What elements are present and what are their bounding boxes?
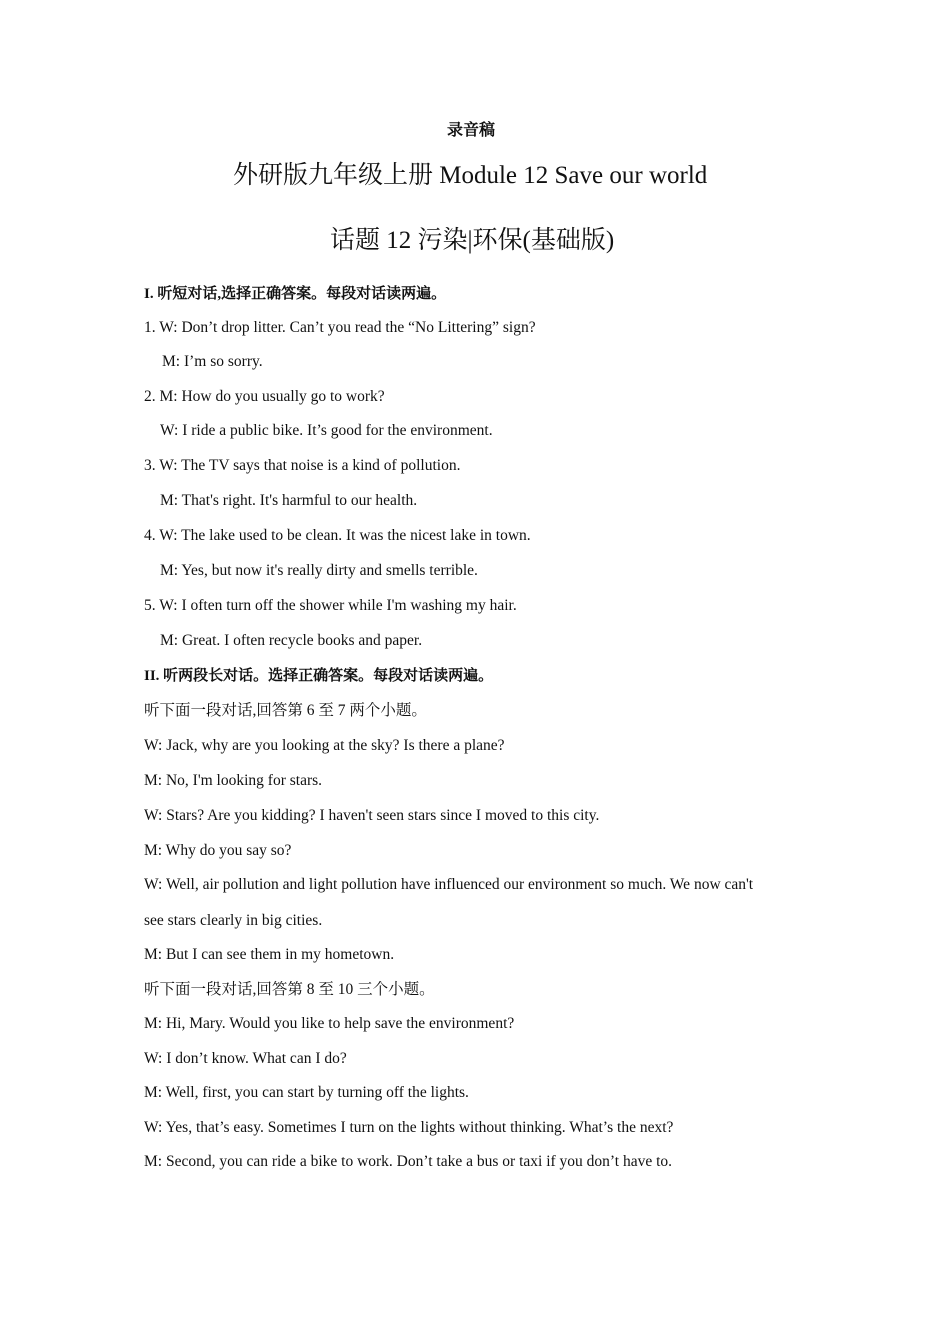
dialogue-line: M: But I can see them in my hometown. [144, 946, 395, 963]
dialogue-line: M: Well, first, you can start by turning off the lights. [144, 1084, 469, 1101]
heading: 录音稿 [447, 120, 496, 139]
dialogue-line: 3. W: The TV says that noise is a kind of pollution. [144, 457, 461, 474]
dialogue-line: 2. M: How do you usually go to work? [144, 388, 385, 405]
dialogue-line: W: Stars? Are you kidding? I haven't seen stars since I moved to this city. [144, 807, 600, 824]
dialogue-line: W: Well, air pollution and light pollution have influenced our environment so much. We now can't [144, 876, 754, 893]
dialogue-line: M: I’m so sorry. [162, 353, 263, 370]
dialogue-line: W: Jack, why are you looking at the sky? Is there a plane? [144, 737, 505, 754]
dialogue-line: 1. W: Don’t drop litter. Can’t you read the “No Littering” sign? [144, 319, 536, 336]
dialogue-line: M: That's right. It's harmful to our health. [160, 492, 418, 509]
dialogue-line: 5. W: I often turn off the shower while I'm washing my hair. [144, 597, 517, 614]
dialogue-line: W: I ride a public bike. It’s good for the environment. [160, 422, 493, 439]
dialogue-line: see stars clearly in big cities. [144, 912, 323, 929]
dialogue-line: M: Great. I often recycle books and paper. [160, 632, 423, 649]
dialogue1-intro: 听下面一段对话,回答第 6 至 7 两个小题。 [144, 702, 427, 719]
dialogue-line: M: No, I'm looking for stars. [144, 772, 323, 789]
dialogue-line: M: Hi, Mary. Would you like to help save the environment? [144, 1015, 515, 1032]
dialogue-line: W: I don’t know. What can I do? [144, 1050, 347, 1067]
dialogue-line: W: Yes, that’s easy. Sometimes I turn on the lights without thinking. What’s the next? [144, 1119, 674, 1136]
dialogue-line: M: Why do you say so? [144, 842, 292, 859]
section2-instruction: II. 听两段长对话。选择正确答案。每段对话读两遍。 [144, 668, 494, 684]
document-subtitle: 话题 12 污染|环保(基础版) [330, 227, 615, 254]
dialogue-line: M: Yes, but now it's really dirty and smells terrible. [160, 562, 478, 579]
section1-instruction: I. 听短对话,选择正确答案。每段对话读两遍。 [144, 286, 447, 302]
dialogue-line: 4. W: The lake used to be clean. It was the nicest lake in town. [144, 527, 531, 544]
document-title: 外研版九年级上册 Module 12 Save our world [233, 162, 708, 189]
dialogue2-intro: 听下面一段对话,回答第 8 至 10 三个小题。 [144, 981, 435, 998]
dialogue-line: M: Second, you can ride a bike to work. Don’t take a bus or taxi if you don’t have to. [144, 1153, 673, 1170]
